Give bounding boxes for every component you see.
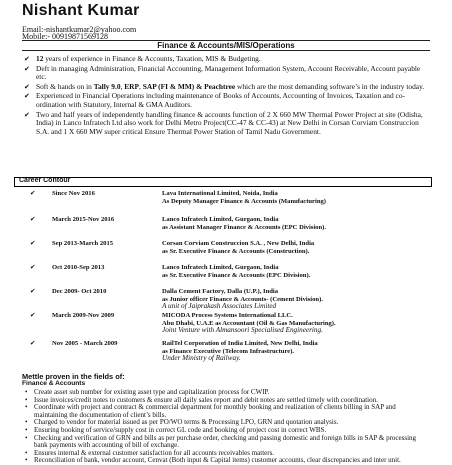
mettle-point: • Ensuring booking of service/supply cost in correct GL code and booking of project cost in correct WBS. [22,427,428,435]
career-company: Dalla Cement Factory, Dalla (U.P.), India [162,288,279,295]
check-icon: ✔ [24,110,30,119]
summary-item [22,83,428,92]
career-period: Dec 2009- Oct 2010 [52,288,107,295]
career-detail [162,264,430,279]
career-role: as Finance Executive (Telecom Infrastructure). [162,347,295,355]
career-detail [162,216,430,231]
check-icon: ✔ [24,55,30,63]
career-contour-title: Career Contour [19,177,71,184]
career-period: Since Nov 2016 [52,190,95,197]
career-role: as Junior officer Finance & Accounts- (Cement Division). [162,295,323,303]
check-icon: ✔ [24,64,30,73]
mettle-point: • Charged to vendor for material issued as per PO/WO terms & Processing LPO, GRN and quotation analysis. [22,419,428,427]
check-icon: ✔ [24,82,30,91]
career-company: Lanco Infratech Limited, Gurgaon, India [162,264,279,271]
mettle-point: • Issue invoices/credit notes to customers & ensure all daily sales report and debit notes are settled timely with coordination. [22,397,428,405]
candidate-name: Nishant Kumar [22,2,140,19]
career-role: as Sr. Executive Finance & Accounts (EPC Division). [162,271,311,279]
check-icon: ✔ [30,190,36,197]
career-role: As Deputy Manager Finance & Accounts (Manufacturing) [162,197,326,205]
summary-item-text: 12 years of experience in Finance & Accounts, Taxation, MIS & Budgeting. [36,54,261,63]
career-contour-heading-box [14,177,432,187]
career-note: Joint Venture with Almansoori Specialised Engineering. [162,326,323,335]
career-note: Under Ministry of Railway. [162,354,241,363]
career-company: Lava International Limited, Noida, India [162,190,278,197]
career-note: A unit of Jaiprakash Associates Limited [162,302,277,311]
mettle-title: Mettle proven in the fields of: [22,372,125,381]
summary-item-text: Two and half years of independently handling finance & accounts function of 2 X 660 MW Thermal Power Project at site (Odisha, India) in Lanco Infratech Ltd also work for Delhi Metro Project(CC-47 & CC-43) at New Delhi in Corsan Corviam Construccion S.A. and 1 X 660 MW super critical Ensure Thermal Power Station of Tamil Nadu Government. [36,109,423,136]
summary-section-title: Finance & Accounts/MIS/Operations [157,41,295,50]
career-role: as Sr. Executive Finance & Accounts (Construction). [162,247,310,255]
summary-item [22,65,428,82]
check-icon: ✔ [30,216,36,223]
mettle-point: • Checking and verification of GRN and bills as per purchase order, checking and passing domestic and foreign bills in SAP & processing bank payments with accounting of bill of exchange. [22,435,428,450]
career-company: RailTel Corporation of India Limited, New Delhi, India [162,340,318,347]
mettle-point: • Create asset sub number for existing asset type and capitalization process for CWIP. [22,389,428,397]
summary-item [22,111,428,137]
career-detail [162,340,430,363]
career-detail [162,312,430,335]
career-role: as Assistant Manager Finance & Accounts (EPC Division). [162,223,326,231]
mettle-points-list [22,389,428,465]
mettle-point: • Coordinate with project and contract & commercial department for monthly booking and realization of clients billing in SAP and maintaining the documentation of client’s bills. [22,404,428,419]
career-role: Abu Dhabi, U.A.E as Accountant (Oil & Gas Manufacturing). [162,319,336,327]
career-company: MICODA Process Systems International LLC. [162,312,293,319]
check-icon: ✔ [24,92,30,101]
check-icon: ✔ [30,264,36,271]
email-line: Email:-nishantkumar2@yahoo.com [22,25,137,34]
career-company: Corsan Corviam Construccion S.A. , New Delhi, India [162,240,315,247]
section-bottom-rule [22,50,430,51]
check-icon: ✔ [30,340,36,347]
career-detail [162,190,430,205]
career-period: Sep 2013-March 2015 [52,240,114,247]
mettle-point: • Reconciliation of bank, vendor account, Cenvat (Both input & Capital items) customer accounts, clear discrepancies and inter unit. [22,457,428,465]
check-icon: ✔ [30,312,36,319]
check-icon: ✔ [30,240,36,247]
summary-item-text: Experienced in Financial Operations including maintenance of Books of Accounts, Accounting of Invoices, Taxation and co-ordination with Statutory, Internal & GMA Auditors. [36,91,405,109]
summary-list [22,55,428,137]
career-detail [162,240,430,255]
mobile-line: Mobile:- 00919871569128 [22,32,108,41]
summary-item [22,92,428,109]
summary-item-text: Deft in managing Administration, Financial Accounting, Management Information System, Account Receivable, Account payable etc. [36,63,421,82]
career-period: Nov 2005 - March 2009 [52,340,118,347]
finance-subtitle: Finance & Accounts [22,380,86,387]
career-detail [162,288,430,311]
career-period: March 2015-Nov 2016 [52,216,115,223]
summary-item-text: Soft & hands on in Tally 9.0, ERP, SAP (FI & MM) & Peachtree which are the most demanding software’s in the industry today. [36,81,425,91]
career-period: Oct 2010-Sep 2013 [52,264,105,271]
mettle-point: • Ensures internal & external customer satisfaction for all accounts receivables matters. [22,450,428,458]
check-icon: ✔ [30,288,36,295]
career-period: March 2009-Nov 2009 [52,312,115,319]
summary-item [22,55,428,64]
career-company: Lanco Infratech Limited, Gurgaon, India [162,216,279,223]
